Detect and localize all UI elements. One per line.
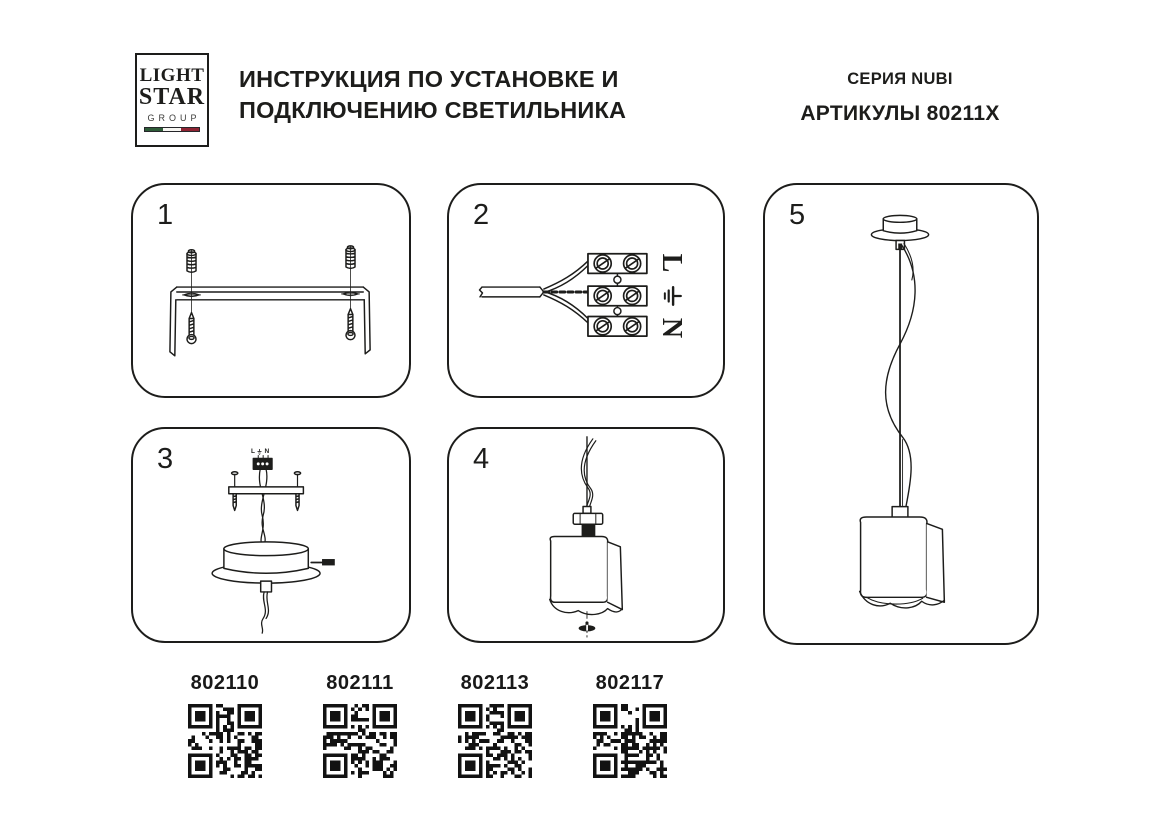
article-item bbox=[425, 672, 565, 778]
step-panel-5 bbox=[763, 183, 1039, 645]
line-label: L bbox=[656, 253, 687, 273]
assembled-pendant-diagram bbox=[765, 185, 1037, 643]
canopy-assembly-diagram bbox=[133, 429, 409, 641]
italian-flag-stripe bbox=[144, 127, 200, 132]
step-number-1: 1 bbox=[157, 199, 174, 231]
lightstar-logo bbox=[135, 53, 209, 147]
article-code: 802113 bbox=[460, 672, 530, 694]
flag-red-segment bbox=[181, 128, 199, 131]
step-panel-1 bbox=[131, 183, 411, 398]
qr-code bbox=[323, 704, 397, 778]
earth-ground-icon bbox=[662, 285, 682, 307]
step-number-5: 5 bbox=[789, 199, 806, 231]
qr-code bbox=[188, 704, 262, 778]
article-item bbox=[560, 672, 700, 778]
qr-code bbox=[458, 704, 532, 778]
flag-green-segment bbox=[145, 128, 163, 131]
step-panel-3 bbox=[131, 427, 411, 643]
step-number-4: 4 bbox=[473, 443, 490, 475]
article-code: 802111 bbox=[326, 672, 394, 694]
series-label: СЕРИЯ NUBI bbox=[847, 70, 953, 88]
step-number-3: 3 bbox=[157, 443, 174, 475]
page-title bbox=[239, 64, 626, 126]
article-code: 802117 bbox=[595, 672, 665, 694]
step-number-2: 2 bbox=[473, 199, 490, 231]
mini-neutral-label: N bbox=[264, 448, 270, 455]
step-panel-2 bbox=[447, 183, 725, 398]
mounting-bracket-diagram bbox=[133, 185, 409, 396]
logo-word-group: GROUP bbox=[147, 113, 201, 123]
title-line-1: ИНСТРУКЦИЯ ПО УСТАНОВКЕ И bbox=[239, 66, 619, 92]
logo-word-star: STAR bbox=[138, 84, 206, 110]
articles-label: АРТИКУЛЫ 80211X bbox=[800, 102, 1000, 125]
article-code: 802110 bbox=[190, 672, 260, 694]
article-item bbox=[290, 672, 430, 778]
logo-word-light: LIGHT bbox=[139, 65, 205, 86]
mini-line-label: L bbox=[251, 448, 256, 455]
neutral-label: N bbox=[656, 317, 687, 339]
step-panel-4 bbox=[447, 427, 725, 643]
series-block bbox=[768, 70, 1032, 126]
title-line-2: ПОДКЛЮЧЕНИЮ СВЕТИЛЬНИКА bbox=[239, 97, 627, 123]
flag-white-segment bbox=[163, 128, 181, 131]
shade-mounting-diagram bbox=[449, 429, 723, 641]
article-item bbox=[155, 672, 295, 778]
qr-code bbox=[593, 704, 667, 778]
